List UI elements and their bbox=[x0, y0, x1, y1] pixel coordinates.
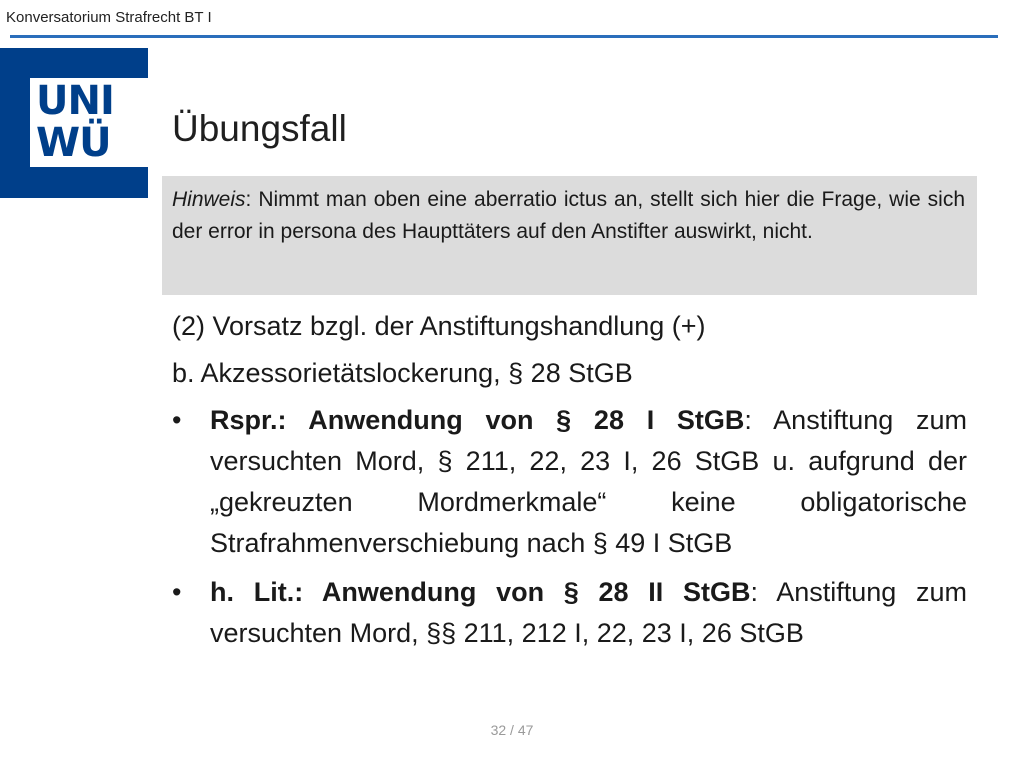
logo-text-line1: UNI bbox=[36, 78, 114, 124]
content-line-akzessorietaet: b. Akzessorietätslockerung, § 28 StGB bbox=[172, 358, 633, 388]
hint-label: Hinweis bbox=[172, 188, 246, 211]
content-line-vorsatz: (2) Vorsatz bzgl. der Anstiftungshandlung (+) bbox=[172, 311, 706, 341]
bullet-item-lit bbox=[172, 572, 967, 654]
bullet-heading: h. Lit.: Anwendung von § 28 II StGB bbox=[210, 577, 751, 607]
slide-content bbox=[172, 306, 967, 662]
slide-title: Übungsfall bbox=[172, 108, 347, 149]
hint-text: : Nimmt man oben eine aberratio ictus an, stellt sich hier die Frage, wie sich der error in persona des Haupttäters auf den Anstifter auswirkt, nicht. bbox=[172, 188, 965, 243]
bullet-heading: Rspr.: Anwendung von § 28 I StGB bbox=[210, 405, 745, 435]
bullet-text: : Anstiftung zum versuchten Mord, § 211, 22, 23 I, 26 StGB u. aufgrund der „gekreuzten Mordmerkmale“ keine obligatorische Strafrahmenverschiebung nach § 49 I StGB bbox=[210, 405, 967, 558]
header-divider bbox=[10, 35, 998, 38]
bullet-icon: • bbox=[172, 405, 182, 435]
bullet-text: : Anstiftung zum versuchten Mord, §§ 211, 212 I, 22, 23 I, 26 StGB bbox=[210, 577, 967, 648]
course-title: Konversatorium Strafrecht BT I bbox=[6, 9, 212, 26]
bullet-list bbox=[172, 400, 967, 654]
university-logo bbox=[30, 78, 148, 167]
hint-box bbox=[162, 176, 977, 295]
page-indicator: 32 / 47 bbox=[490, 722, 534, 738]
bullet-icon: • bbox=[172, 577, 182, 607]
bullet-item-rspr bbox=[172, 400, 967, 564]
logo-text-line2: WÜ bbox=[36, 120, 111, 166]
